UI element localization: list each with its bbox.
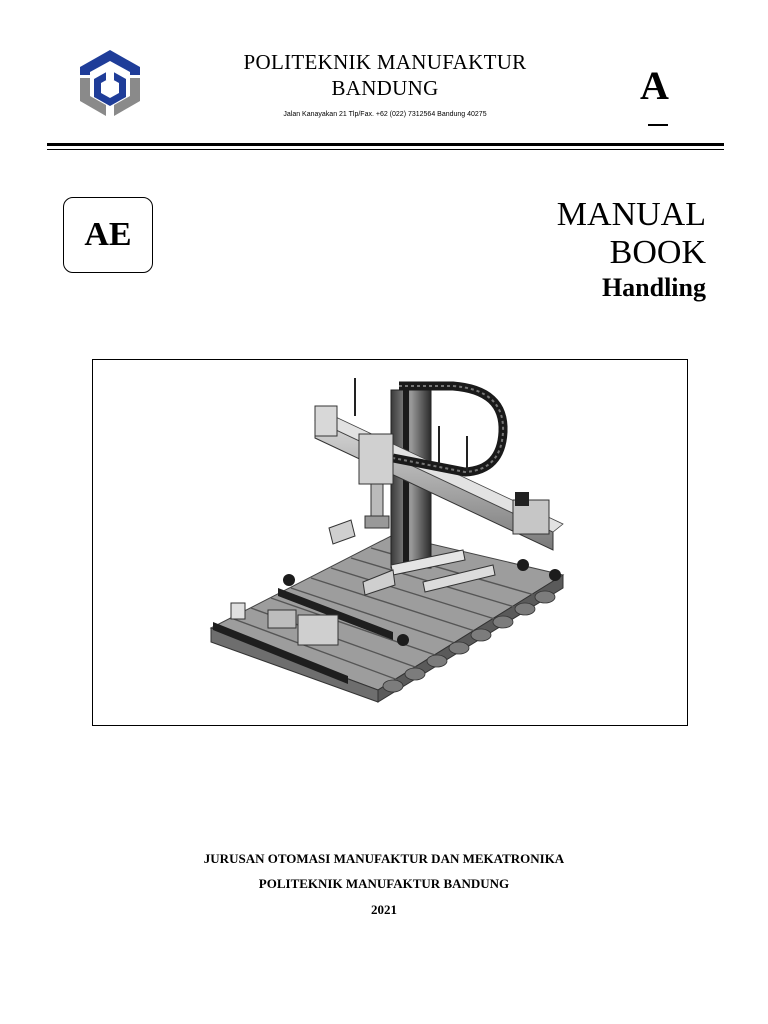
footer-department: JURUSAN OTOMASI MANUFAKTUR DAN MEKATRONIKA	[203, 851, 565, 866]
title-line-book: BOOK	[609, 234, 706, 271]
institution-logo-icon	[76, 48, 144, 118]
title-line-subject: Handling	[601, 273, 706, 302]
footer-year: 2021	[371, 902, 397, 917]
document-code-letter: A	[640, 63, 669, 108]
department-badge	[63, 197, 153, 273]
document-code-stub	[648, 124, 668, 126]
institution-name-line1: POLITEKNIK MANUFAKTUR	[243, 50, 527, 74]
header-divider-thick	[47, 143, 724, 146]
institution-name-line2: BANDUNG	[331, 76, 439, 100]
footer-institution: POLITEKNIK MANUFAKTUR BANDUNG	[258, 876, 510, 891]
figure-frame	[92, 359, 688, 726]
document-title	[557, 196, 706, 304]
handling-station-illustration	[93, 360, 687, 725]
institution-address: Jalan Kanayakan 21 Tlp/Fax. +62 (022) 7312564 Bandung 40275	[283, 111, 487, 118]
department-badge-label: AE	[84, 216, 132, 253]
header-divider-thin	[47, 149, 724, 150]
title-line-manual: MANUAL	[556, 196, 706, 233]
